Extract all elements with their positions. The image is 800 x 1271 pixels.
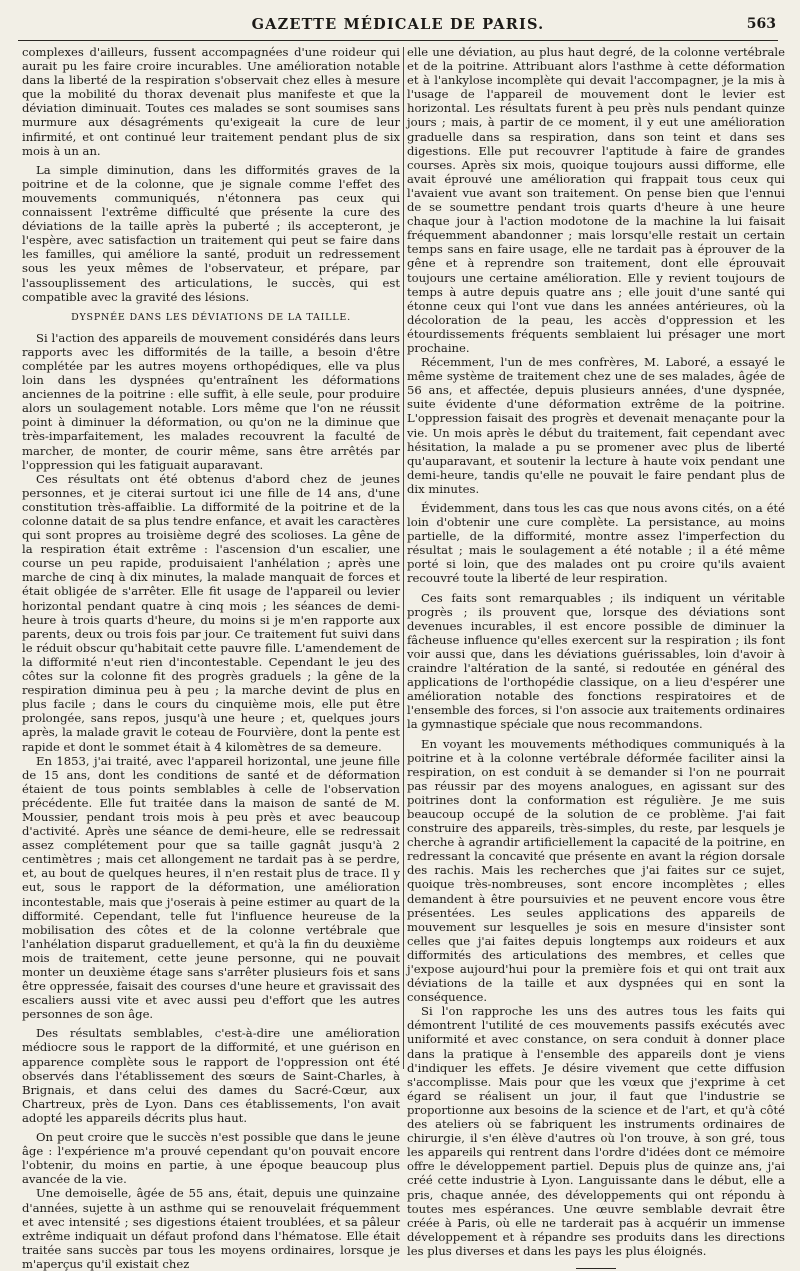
paragraph: Évidemment, dans tous les cas que nous avons cités, on a été loin d'obtenir une cure complète. La persistance, au moins partielle, de la difformité, montre assez l'imperfection du résultat ; mais le soulagement a été notable ; il a été même porté si loin, que des malades ont pu croire qu'ils avaient recouvré toute la liberté de leur respiration.: [407, 501, 785, 586]
paragraph: Ces résultats ont été obtenus d'abord chez de jeunes personnes, et je citerai surtout ici une fille de 14 ans, d'une constitution très-affaiblie. La difformité de la poitrine et de la colonne datait de sa plus tendre enfance, et avait les caractères qui sont propres au troisième degré des scolioses. La gêne de la respiration était extrême : l'ascension d'un escalier, une course un peu rapide, produisaient l'anhélation ; après une marche de cinq à dix minutes, la malade manquait de forces et était obligée de s'arrêter. Elle fit usage de l'appareil ou levier horizontal pendant quatre à cinq mois ; les séances de demi-heure à trois quarts d'heure, du moins si je m'en rapporte aux parents, deux ou trois fois par jour. Ce traitement fut suivi dans le réduit obscur qu'habitait cette pauvre fille. L'amendement de la difformité n'eut rien d'incontestable. Cependant le jeu des côtes sur la colonne fit des progrès graduels ; la gêne de la respiration diminua peu à peu ; la marche devint de plus en plus facile ; dans le cours du cinquième mois, elle put être prolongée, sans repos, jusqu'à une heure ; et, quelques jours après, la malade gravit le coteau de Fourvière, dont la pente est rapide et dont le sommet était à 4 kilomètres de sa demeure.: [22, 471, 400, 754]
paragraph: Ces faits sont remarquables ; ils indiquent un véritable progrès ; ils prouvent que, lorsque des déviations sont devenues incurables, il est encore possible de diminuer la fâcheuse influence qu'elles exercent sur la respiration ; ils font voir aussi que, dans les déviations guérissables, loin d'avoir à craindre l'altération de la santé, si redoutée en général des applications de l'orthopédie classique, on a lieu d'espérer une amélioration notable des fonctions respiratoires et de l'ensemble des forces, si l'on associe aux traitements ordinaires la gymnastique spéciale que nous recommandons.: [407, 590, 785, 732]
paragraph: Des résultats semblables, c'est-à-dire une amélioration médiocre sous le rapport de la difformité, et une guérison en apparence complète sous le rapport de l'oppression ont été observés dans l'établissement des sœurs de Saint-Charles, à Brignais, et dans celui des dames du Sacré-Cœur, aux Chartreux, près de Lyon. Dans ces établissements, l'on avait adopté les appareils décrits plus haut.: [22, 1026, 400, 1125]
page-number: 563: [746, 16, 776, 32]
section-heading: DYSPNÉE DANS LES DÉVIATIONS DE LA TAILLE.: [71, 311, 351, 323]
page-header: [18, 10, 778, 41]
journal-title: GAZETTE MÉDICALE DE PARIS.: [251, 16, 545, 33]
right-column: [407, 45, 785, 1258]
paragraph: complexes d'ailleurs, fussent accompagnées d'une roideur qui aurait pu les faire croire incurables. Une amélioration notable dans la liberté de la respiration s'observait chez elles à mesure que la mobilité du thorax devenait plus manifeste et que la déviation diminuait. Toutes ces malades se sont soumises sans murmure aux désagréments qu'exigeait la cure de leur infirmité, et ont continué leur traitement pendant plus de six mois à un an.: [22, 45, 400, 158]
paragraph: elle une déviation, au plus haut degré, de la colonne vertébrale et de la poitrine. Attribuant alors l'asthme à cette déformation et à l'ankylose incomplète qui devait l'accompagner, je la mis à l'usage de l'appareil de mouvement dont le levier est horizontal. Les résultats furent à peu près nuls pendant quinze jours ; mais, à partir de ce moment, il y eut une amélioration graduelle dans sa respiration, dans son teint et dans ses digestions. Elle put recouvrer l'aptitude à faire de grandes courses. Après six mois, quoique toujours aussi difforme, elle avait éprouvé une amélioration qui frappait tous ceux qui l'avaient vue avant son traitement. On pense bien que l'ennui de se soumettre pendant trois quarts d'heure à une heure chaque jour à l'action modotone de la machine la lui faisait fréquemment abandonner ; mais lorsqu'elle restait un certain temps sans en faire usage, elle ne tardait pas à éprouver de la gêne et à reprendre son traitement, dont elle éprouvait toujours une certaine amélioration. Elle y revient toujours de temps à autre depuis quatre ans ; elle jouit d'une santé qui étonne ceux qui l'ont vue dans les années antérieures, où la décoloration de la peau, les accès d'oppression et les étourdissements fréquents semblaient lui présager une mort prochaine.: [407, 45, 785, 355]
paragraph: Si l'on rapproche les uns des autres tous les faits qui démontrent l'utilité de ces mouvements passifs exécutés avec uniformité et avec constance, on sera conduit à donner place dans la pratique à l'ensemble des appareils dont je viens d'indiquer les effets. Je désire vivement que cette diffusion s'accomplisse. Mais pour que les vœux que j'exprime à cet égard se réalisent un jour, il faut que l'industrie se proportionne aux besoins de la science et de l'art, et qu'à côté des ateliers où se fabriquent les instruments ordinaires de chirurgie, il s'en élève d'autres où l'on trouve, à son gré, tous les appareils qui rentrent dans l'ordre d'idées dont ce mémoire offre le développement partiel. Depuis plus de quinze ans, j'ai créé cette industrie à Lyon. Languissante dans le début, elle a pris, chaque année, des développements qui ont répondu à toutes mes espérances. Une œuvre semblable devrait être créée à Paris, où elle ne tarderait pas à acquérir un immense développement et à répandre ses produits dans les directions les plus diverses et dans les pays les plus éloignés.: [407, 1004, 785, 1258]
paragraph: La simple diminution, dans les difformités graves de la poitrine et de la colonne, que je signale comme l'effet des mouvements communiqués, n'étonnera pas ceux qui connaissent l'extrême difficulté que présente la cure des déviations de la taille après la puberté ; ils accepteront, je l'espère, avec satisfaction un traitement qui peut se faire dans les familles, qui améliore la santé, produit un redressement sous les yeux mêmes de l'observateur, et prépare, par l'assouplissement des articulations, le succès, qui est compatible avec la gravité des lésions.: [22, 162, 400, 304]
end-rule: [576, 1268, 616, 1269]
paragraph: Si l'action des appareils de mouvement considérés dans leurs rapports avec les difformités de la taille, a besoin d'être complétée par les autres moyens orthopédiques, elle va plus loin dans les dyspnées qu'entraînent les déformations anciennes de la poitrine : elle suffit, à elle seule, pour produire alors un soulagement notable. Lors même que l'on ne réussit point à diminuer la déformation, ou qu'on ne la diminue que très-imparfaitement, les malades recouvrent la faculté de marcher, de monter, de courir même, sans être arrêtés par l'oppression qui les fatiguait auparavant.: [22, 330, 400, 472]
paragraph: En 1853, j'ai traité, avec l'appareil horizontal, une jeune fille de 15 ans, dont les conditions de santé et de déformation étaient de tous points semblables à celle de l'observation précédente. Elle fut traitée dans la maison de santé de M. Moussier, pendant trois mois à peu près et avec beaucoup d'activité. Après une séance de demi-heure, elle se redressait assez complétement pour que sa taille gagnât jusqu'à 2 centimètres ; mais cet allongement ne tardait pas à se perdre, et, au bout de quelques heures, il n'en restait plus de trace. Il y eut, sous le rapport de la déformation, une amélioration incontestable, mais que j'oserais à peine estimer au quart de la difformité. Cependant, telle fut l'influence heureuse de la mobilisation des côtes et de la colonne vertébrale que l'anhélation disparut graduellement, et qu'à la fin du deuxième mois de traitement, cette jeune personne, qui ne pouvait monter un deuxième étage sans s'arrêter plusieurs fois et sans être oppressée, faisait des courses d'une heure et gravissait des escaliers aussi vite et avec aussi peu d'effort que les autres personnes de son âge.: [22, 753, 400, 1022]
left-column: [22, 45, 400, 1271]
paragraph: Récemment, l'un de mes confrères, M. Laboré, a essayé le même système de traitement chez une de ses malades, âgée de 56 ans, et affectée, depuis plusieurs années, d'une dyspnée, suite évidente d'une déformation extrême de la poitrine. L'oppression faisait des progrès et devenait menaçante pour la vie. Un mois après le début du traitement, fait cependant avec hésitation, la malade a pu se promener avec plus de liberté qu'auparavant, et soutenir la lecture à haute voix pendant une demi-heure, tandis qu'elle ne pouvait le faire pendant plus de dix minutes.: [407, 355, 785, 496]
paragraph: Une demoiselle, âgée de 55 ans, était, depuis une quinzaine d'années, sujette à un asthme qui se renouvelait fréquemment et avec intensité ; ses digestions étaient troublées, et sa pâleur extrême indiquait un défaut profond dans l'hématose. Elle était traitée sans succès par tous les moyens ordinaires, lorsque je m'aperçus qu'il existait chez: [22, 1186, 400, 1271]
column-divider: [403, 47, 404, 1069]
paragraph: On peut croire que le succès n'est possible que dans le jeune âge : l'expérience m'a prouvé cependant qu'on pouvait encore l'obtenir, du moins en partie, à une époque beaucoup plus avancée de la vie.: [22, 1130, 400, 1187]
paragraph: En voyant les mouvements méthodiques communiqués à la poitrine et à la colonne vertébrale déformée faciliter ainsi la respiration, on est conduit à se demander si l'on ne pourrait pas réussir par des moyens analogues, en agissant sur des poitrines dont la conformation est régulière. Je me suis beaucoup occupé de la solution de ce problème. J'ai fait construire des appareils, très-simples, du reste, par lesquels je cherche à agrandir artificiellement la capacité de la poitrine, en redressant la concavité que présente en avant la région dorsale des rachis. Mais les recherches que j'ai faites sur ce sujet, quoique très-nombreuses, sont encore incomplètes ; elles demandent à être poursuivies et ne peuvent encore vous être présentées. Les seules applications des appareils de mouvement sur lesquelles je sois en mesure d'insister sont celles que j'ai faites depuis longtemps aux roideurs et aux difformités des articulations des membres, et celles que j'expose aujourd'hui pour la première fois et qui ont trait aux déviations de la taille et aux dyspnées qui en sont la conséquence.: [407, 736, 785, 1005]
